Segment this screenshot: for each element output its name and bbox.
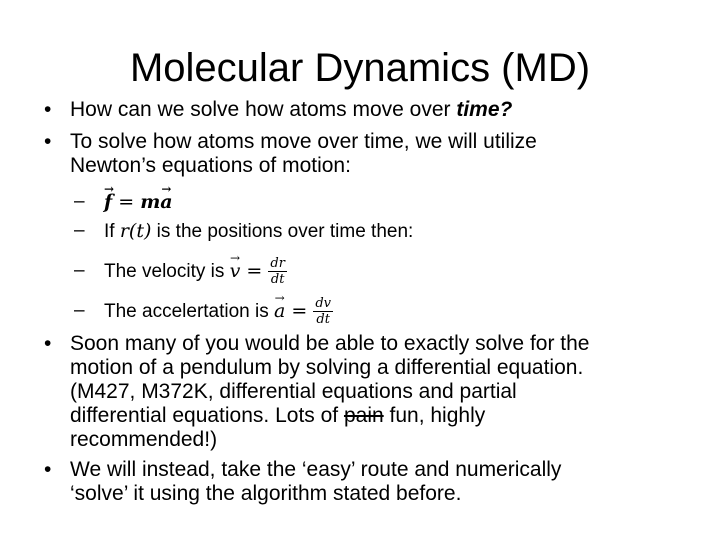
math-var: → a <box>160 190 172 214</box>
dash-icon: – <box>74 191 85 212</box>
bullet-text: How can we solve how atoms move over <box>70 98 457 121</box>
dash-icon: – <box>74 260 85 281</box>
bullet-text: We will instead, take the ‘easy’ route and numerically <box>70 458 562 481</box>
math-var: r(t) <box>119 220 152 242</box>
bullet-emphasis: time? <box>456 98 513 121</box>
bullet-text: To solve how atoms move over time, we will utilize <box>70 130 537 153</box>
bullet-dot-icon: • <box>44 130 52 153</box>
bullet-list <box>44 98 684 506</box>
bullet-item <box>44 332 684 452</box>
bullet-text: recommended!) <box>70 428 218 451</box>
math-op: = <box>112 191 141 213</box>
fraction-numerator: dr <box>270 256 285 272</box>
bullet-dot-icon: • <box>44 458 52 481</box>
bullet-text-part: differential equations. Lots of <box>70 404 344 427</box>
sub-bullet-item <box>44 219 684 244</box>
sub-bullet-item <box>44 190 684 215</box>
bullet-text: Soon many of you would be able to exactly solve for the <box>70 332 590 355</box>
sub-bullet-item <box>44 252 684 291</box>
fraction-denominator: dt <box>316 312 330 328</box>
fraction-denominator: dt <box>270 272 285 288</box>
bullet-text: (M427, M372K, differential equations and partial <box>70 380 517 403</box>
bullet-text-part: fun, highly <box>383 404 486 427</box>
bullet-text: ‘solve’ it using the algorithm stated before. <box>70 482 462 505</box>
sub-text: The velocity is <box>104 261 230 282</box>
sub-bullet-item <box>44 291 684 332</box>
bullet-item <box>44 98 684 122</box>
bullet-dot-icon: • <box>44 98 52 121</box>
bullet-text: Newton’s equations of motion: <box>70 154 351 177</box>
fraction <box>313 296 333 327</box>
strikethrough-text: pain <box>343 404 384 427</box>
sub-text: If <box>104 221 120 242</box>
bullet-item <box>44 130 684 178</box>
math-op: = <box>240 260 269 282</box>
fraction-numerator: dv <box>315 296 332 312</box>
math-var: → a <box>274 291 285 331</box>
math-var: → v <box>230 252 241 290</box>
sub-text: is the positions over time then: <box>151 221 414 242</box>
math-var: → f <box>104 190 112 214</box>
dash-icon: – <box>74 300 85 321</box>
bullet-text <box>70 404 684 428</box>
slide-title: Molecular Dynamics (MD) <box>129 46 591 90</box>
sub-text: The accelertation is <box>104 301 275 322</box>
math-op: = <box>285 300 314 322</box>
dash-icon: – <box>74 220 85 241</box>
math-var: m <box>140 191 161 213</box>
bullet-text: motion of a pendulum by solving a differential equation. <box>70 356 584 379</box>
bullet-item <box>44 458 684 506</box>
bullet-dot-icon: • <box>44 332 52 355</box>
